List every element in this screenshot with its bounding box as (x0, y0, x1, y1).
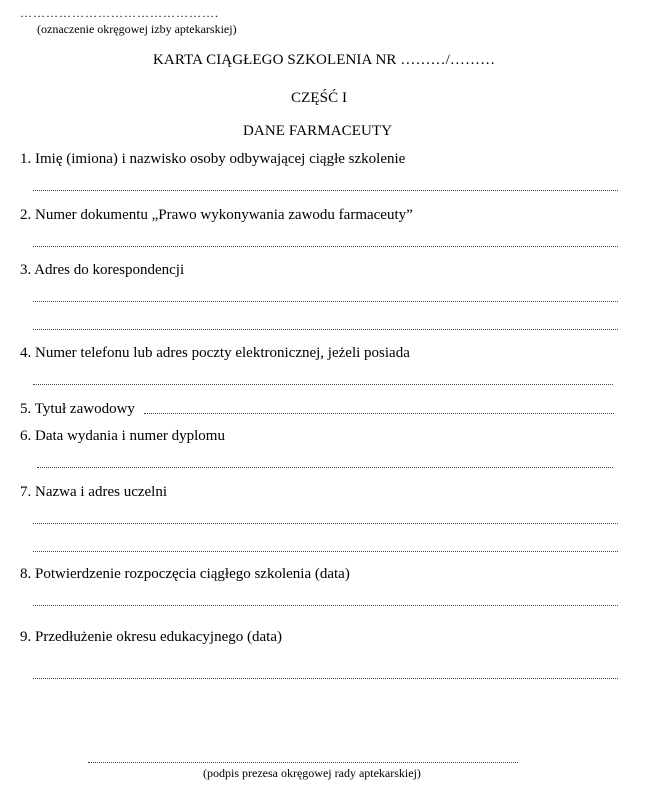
chamber-caption: (oznaczenie okręgowej izby aptekarskiej) (37, 22, 237, 36)
part-title: CZĘŚĆ I (291, 90, 348, 106)
item-3-field-line-1[interactable] (33, 301, 618, 302)
item-4-field[interactable] (33, 384, 613, 385)
item-7-label: 7. Nazwa i adres uczelni (20, 484, 168, 500)
item-6-field[interactable] (37, 467, 613, 468)
item-3-field-line-2[interactable] (33, 329, 618, 330)
item-9-label: 9. Przedłużenie okresu edukacyjnego (data) (20, 629, 282, 645)
item-1-field[interactable] (33, 190, 618, 191)
item-4-label: 4. Numer telefonu lub adres poczty elektronicznej, jeżeli posiada (20, 345, 410, 361)
item-2-label: 2. Numer dokumentu „Prawo wykonywania zawodu farmaceuty” (20, 207, 413, 223)
chamber-dots: ………………………………………. (20, 6, 219, 20)
item-3-label: 3. Adres do korespondencji (20, 262, 185, 278)
signature-caption: (podpis prezesa okręgowej rady aptekarskiej) (203, 766, 421, 780)
item-6-label: 6. Data wydania i numer dyplomu (20, 428, 225, 444)
section-title: DANE FARMACEUTY (243, 123, 393, 139)
item-7-field-line-2[interactable] (33, 551, 618, 552)
signature-line[interactable] (88, 762, 518, 763)
item-5-label: 5. Tytuł zawodowy (20, 401, 135, 417)
item-5-field[interactable] (144, 413, 614, 414)
form-title: KARTA CIĄGŁEGO SZKOLENIA NR ………/……… (153, 52, 496, 68)
item-9-field[interactable] (33, 678, 618, 679)
item-1-label: 1. Imię (imiona) i nazwisko osoby odbywającej ciągłe szkolenie (20, 151, 406, 167)
item-2-field[interactable] (33, 246, 618, 247)
item-7-field-line-1[interactable] (33, 523, 618, 524)
item-8-field[interactable] (33, 605, 618, 606)
item-8-label: 8. Potwierdzenie rozpoczęcia ciągłego szkolenia (data) (20, 566, 350, 582)
